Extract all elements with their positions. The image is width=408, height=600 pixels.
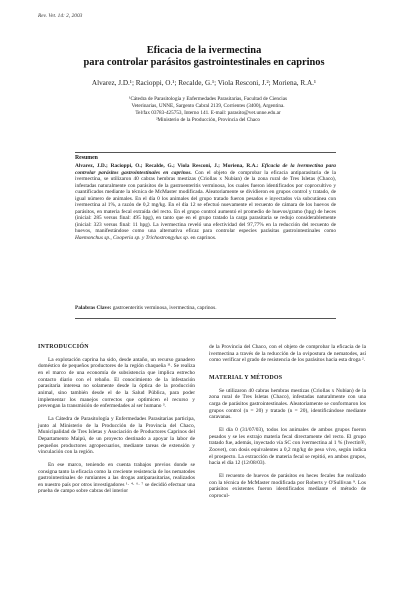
- keywords-text: gastroenteritis verminosa, ivermectina, caprinos.: [112, 305, 217, 311]
- resumen-text-end: en caprinos.: [190, 235, 217, 242]
- resumen-text: Con el objeto de comprobar la eficacia antiparasitaria de la ivermectina, se utilizaron 40 cabras hembras mestizas (Criollas x Nubian) de la zona rural de Tres Isletas (Chaco), infestadas naturalmente con parásitos de la gastroenteritis verminosa, los cuales fueron identificados por coprocultivo y cuantificados mediante la técnica de McMaster modificada. Aleatoriamente se dividieron en grupos control y tratado, de igual número de animales. En el día 0 los animales del grupo tratado fueron pesados e inyectados vía subcutánea con ivermectina al 1%, a razón de 0,2 mg/kg. En el día 12 se efectuó nuevamente el recuento de cámara de los huevos de parásitos, en materia fecal extraída del recto. En el grupo control aumentó el promedio de huevos/gramo (hpg) de heces (inicial: 285 versus final: 495 hpg), en tanto que en el grupo tratado la carga parasitaria se redujo considerablemente (inicial: 323 versus final: 11 hpg). La ivermectina reveló una efectividad del 97,77% en la reducción del recuento de huevos, manifestándose como una alternativa eficaz para controlar especies parásitas gastrointestinales como: [75, 169, 336, 235]
- right-column: [209, 344, 366, 505]
- methods-paragraph: Se utilizaron 40 cabras hembras mestizas (Criollas x Nubian) de la zona rural de Tres Isletas (Chaco), infestadas naturalmente con una carga de parásitos gastrointestinales. Aleatoriamente se conformaron los grupos control (n = 20) y tratado (n = 20), identificándose mediante caravanas.: [209, 387, 366, 421]
- author-list: Alvarez, J.D.¹; Racioppi, O.¹; Recalde, G.¹; Viola Resconi, J.²; Moriena, R.A.¹: [91, 79, 317, 87]
- article-title-line-2: para controlar parásitos gastrointestinales en caprinos: [83, 57, 325, 68]
- article-title-line-1: Eficacia de la ivermectina: [146, 45, 262, 56]
- resumen-heading: Resumen: [75, 155, 98, 161]
- resumen-body: [75, 163, 336, 242]
- methods-heading: MATERIAL Y MÉTODOS: [209, 374, 283, 381]
- intro-paragraph: La Cátedra de Parasitología y Enfermedades Parasitarias participa, junto al Ministerio de la Producción de la Provincia del Chaco, Municipalidad de Tres Isletas y Asociación de Productores Caprinos del Departamento Maipú, de un proyecto destinado a apoyar la labor de pequeños productores agropecuarios, mediante tareas de extensión y vinculación con la región.: [38, 415, 195, 456]
- left-column: [38, 344, 195, 501]
- methods-paragraph: El día 0 (31/07/03), todos los animales de ambos grupos fueron pesados y se les extrajo materia fecal directamente del recto. El grupo tratado fue, además, inyectado vía SC con ivermectina al 1 % (Ivectin®, Zoovet), con dosis equivalentes a 0,2 mg/kg de peso vivo, según indica el prospecto. La extracción de materia fecal se repitió, en ambos grupos, hacia el día 12 (12/08/03).: [209, 426, 366, 467]
- resumen-species: Haemonchus sp., Cooperia sp. y Trichostrongylus sp.: [75, 235, 190, 242]
- intro-paragraph-continued: de la Provincia del Chaco, con el objeto de comprobar la eficacia de la ivermectina a través de la reducción de la ovipostura de nematodes, así como verificar el grado de resistencia de los parásitos hacia esta droga ².: [209, 344, 366, 364]
- running-head: Rev. Vet. 14: 2, 2003: [38, 13, 83, 19]
- affiliation-line: Veterinarias, UNNE, Sargento Cabral 2139, Corrientes (3400), Argentina.: [131, 102, 285, 109]
- keywords-label: Palabras Clave:: [75, 305, 112, 311]
- resumen-citation: Alvarez, J.D.; Racioppi, O.; Recalde, G.; Viola Resconi, J.; Moriena, R.A.:: [75, 163, 259, 169]
- keywords: [75, 305, 336, 312]
- intro-paragraph: La explotación caprina ha sido, desde antaño, un recurso ganadero doméstico de pequeños productores de la región chaqueña ¹¹. Se realiza en el marco de una economía de subsistencia que implica estrecho contacto diario con el rebaño. El conocimiento de la infestación parasitaria interesa no solamente desde la óptica de la producción animal, sino también desde el de la Salud Pública, para poder implementar los manejos correctos que optimicen el recurso y prevengan la transmisión de enfermedades al ser humano ³.: [38, 356, 195, 410]
- resumen-citation-title: Eficacia de la ivermectina para controlar parásitos gastrointestinales en caprinos.: [75, 163, 336, 176]
- affiliation-line: Tel/fax 03783-425753, Interno 141. E-mail: parasito@vet.unne.edu.ar: [135, 109, 281, 116]
- affiliations: [58, 96, 358, 124]
- resumen-bottom-rule: [75, 318, 336, 319]
- resumen-top-rule: [75, 152, 336, 153]
- affiliation-line: ¹Cátedra de Parasitología y Enfermedades Parasitarias, Facultad de Ciencias: [128, 96, 288, 102]
- intro-heading: INTRODUCCIÓN: [38, 344, 89, 350]
- intro-paragraph: En ese marco, teniendo en cuenta trabajos previos donde se consigna tanto la eficacia como la creciente resistencia de los nematodes gastrointestinales de rumiantes a las drogas antiparasitarias, realizados en nuestro país por otros investigadores ¹· ⁴· ⁶· ⁷ se decidió efectuar una prueba de campo sobre cabras del interior: [38, 461, 195, 495]
- methods-paragraph: El recuento de huevos de parásitos en heces fecales fue realizado con la técnica de McMaster modificada por Roberts y O'Sullivan ⁹. Los parásitos existentes fueron identificados mediante el método de coprocul-: [209, 472, 366, 499]
- affiliation-line: ²Ministerio de la Producción, Provincia del Chaco: [156, 116, 260, 123]
